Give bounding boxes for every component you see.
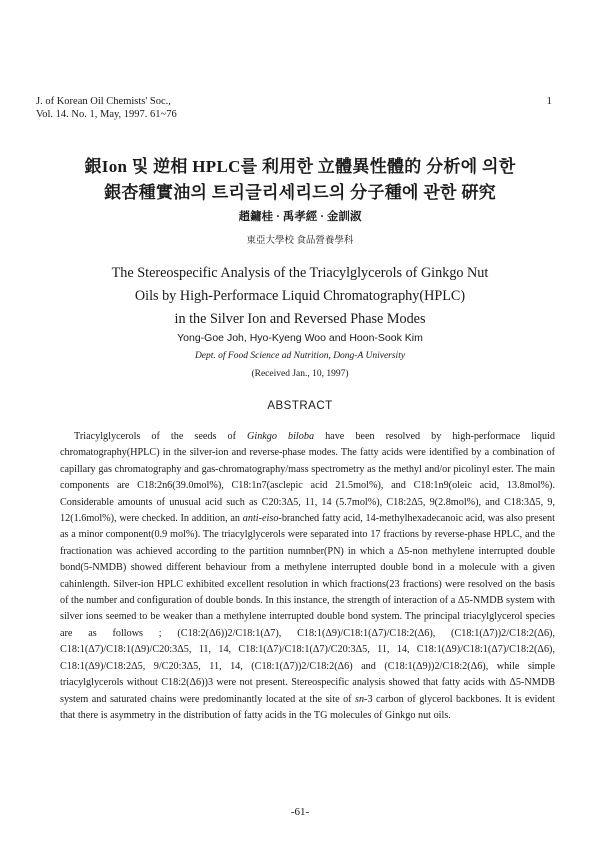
abstract-paragraph xyxy=(60,429,555,724)
english-title-line3: in the Silver Ion and Reversed Phase Modes xyxy=(174,311,426,327)
journal-name: J. of Korean Oil Chemists' Soc., xyxy=(36,96,171,107)
abstract-heading: ABSTRACT xyxy=(267,400,333,412)
journal-volume: Vol. 14. No. 1, May, 1997. 61~76 xyxy=(36,109,177,120)
korean-authors: 趙鏞桂 · 禹孝經 · 金訓淑 xyxy=(238,211,362,223)
korean-affiliation: 東亞大學校 食品營養學科 xyxy=(246,236,354,246)
abstract-body xyxy=(60,429,555,724)
english-affiliation: Dept. of Food Science ad Nutrition, Dong-A University xyxy=(194,351,406,361)
abstract-species: Ginkgo biloba xyxy=(247,431,315,442)
korean-title-line1: 銀Ion 및 逆相 HPLC를 利用한 立體異性體的 分析에 의한 xyxy=(84,157,516,176)
abstract-text-1: Triacylglycerols of the seeds of xyxy=(74,431,247,442)
journal-citation xyxy=(36,95,177,121)
english-title-line2: Oils by High-Performace Liquid Chromatography(HPLC) xyxy=(134,288,466,304)
abstract-text-2: have been resolved by high-performace liquid chromatography(HPLC) in the silver-ion and reverse-phase modes. The fatty acids were identified by a combination of capillary gas chromatography and gas-chromatography/mass spectrometry as the methyl and/or picolinyl ester. The main components are C18:2n6(39.0mol%), C18:1n7(asclepic acid 21.5mol%), and C18:1n9(oleic acid, 13.8mol%). Considerable amounts of unusual acid such as C20:3Δ5, 11, 14 (5.7mol%), C18:2Δ5, 9(2.8mol%), and C18:3Δ5, 9, 12(1.6mol%), were checked. In addition, an xyxy=(60,431,556,525)
abstract-sn: sn xyxy=(355,693,365,705)
abstract-text-4: -3 carbon of glycerol backbones. It is evident that there is asymmetry in the distribution of fatty acids in the TG molecules of Ginkgo nut oils. xyxy=(60,693,555,721)
received-date: (Received Jan., 10, 1997) xyxy=(251,369,349,379)
page-number: 1 xyxy=(546,95,552,107)
korean-title-line2: 銀杏種實油의 트리글리세리드의 分子種에 관한 硏究 xyxy=(104,183,496,202)
abstract-text-3: -branched fatty acid, 14-methylhexadecanoic acid, was also present as a minor component(0.9 mol%). The triacylglycerols were separated into 17 fractions by reverse-phase HPLC, and the fractionation was achieved according to the partition numnber(PN) in which a Δ5-non methylene interrupted double bond(5-NMDB) showed different behaviour from a methylene interrupted double bond in a molecule with a given cahinlength. Silver-ion HPLC exhibited excellent resolution in which fractions(23 fractions) were resolved on the basis of the number and configuration of double bonds. In this instance, the strength of interaction of a Δ5-NMDB system with silver ions seemed to be weaker than a methylene interrupted double bond system. The principal triacylglycerol species are as follows ; (C18:2(Δ6))2/C18:1(Δ7), C18:1(Δ9)/C18:1(Δ7)/C18:2(Δ6), (C18:1(Δ7))2/C18:2(Δ6), C18:1(Δ7)/C18:1(Δ9)/C20:3Δ5, 11, 14, C18:1(Δ7)/C18:1(Δ7)/C20:3Δ5, 11, 14, C18:1(Δ9)/C18:1(Δ7)/C18:2(Δ6), C18:1(Δ9)/C18:2Δ5, 9/C20:3Δ5, 11, 14, (C18:1(Δ7))2/C18:2(Δ6) and (C18:1(Δ9))2/C18:2(Δ6), while simple triacylglycerols without C18:2(Δ6))3 were not present. Stereospecific analysis showed that fatty acids with Δ5-NMDB system and saturated chains were predominantly located at the site of xyxy=(60,513,555,705)
english-title xyxy=(0,262,600,331)
english-title-line1: The Stereospecific Analysis of the Triacylglycerols of Ginkgo Nut xyxy=(111,265,489,281)
page-footer-number: -61- xyxy=(290,806,310,818)
abstract-anteiso: anti-eiso xyxy=(242,513,279,525)
english-authors: Yong-Goe Joh, Hyo-Kyeng Woo and Hoon-Sook Kim xyxy=(177,332,423,344)
